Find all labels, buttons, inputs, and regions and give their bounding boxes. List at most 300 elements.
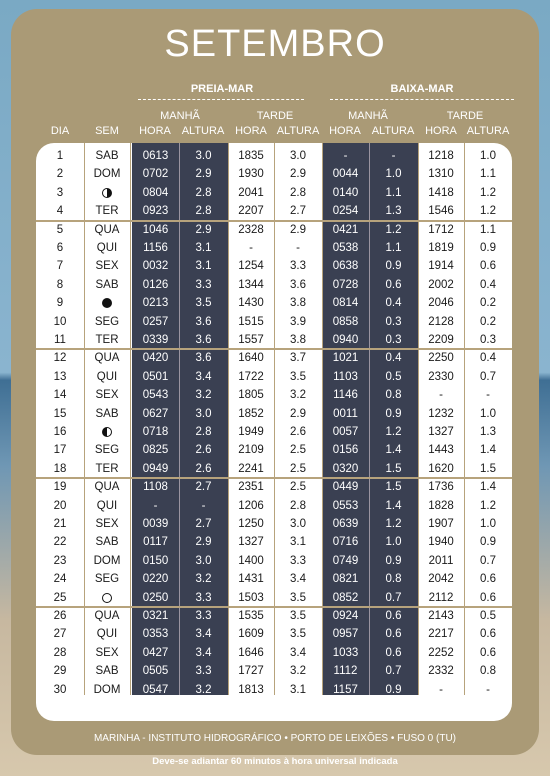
table-row — [36, 515, 512, 533]
cell-sem: QUI — [96, 628, 118, 641]
table-row — [36, 478, 512, 496]
table-row — [36, 368, 512, 386]
cell-bm-h: - — [343, 150, 348, 162]
cell-pt-h: 1206 — [238, 499, 264, 512]
cell-bm-h: 0057 — [332, 426, 359, 438]
cell-dia: 22 — [53, 536, 67, 549]
cell-bt-h: 2250 — [428, 352, 454, 365]
cell-bm-h: 0140 — [332, 186, 359, 199]
cell-bm-h: 0320 — [332, 462, 359, 475]
cell-bt-h: 1914 — [428, 260, 454, 273]
cell-pm-h: 0039 — [142, 518, 169, 530]
cell-dia: 29 — [53, 665, 67, 678]
cell-dia: 13 — [53, 370, 67, 383]
cell-bm-a: 1.5 — [385, 481, 402, 494]
cell-bm-a: 0.8 — [385, 573, 402, 586]
cell-pm-h: 0257 — [142, 315, 169, 328]
cell-dia: 17 — [53, 444, 67, 457]
cell-pt-a: 3.5 — [290, 370, 306, 383]
cell-bm-a: 0.9 — [385, 683, 402, 696]
cell-pt-a: 3.7 — [290, 352, 306, 365]
cell-sem: SAB — [95, 536, 119, 549]
cell-pm-h: 0339 — [142, 334, 169, 346]
cell-bm-h: 1021 — [332, 352, 359, 365]
cell-pt-a: 3.5 — [290, 591, 306, 604]
cell-bm-h: 0821 — [332, 573, 359, 586]
cell-sem: SEX — [95, 646, 119, 659]
footer-note: Deve-se adiantar 60 minutos à hora universal indicada — [152, 756, 398, 767]
cell-bm-a: 1.1 — [385, 242, 402, 254]
header-pm-manha: MANHÃ — [160, 110, 200, 122]
cell-pm-a: 3.3 — [195, 665, 212, 678]
cell-bm-h: 0924 — [332, 610, 359, 622]
cell-dia: 27 — [53, 628, 67, 641]
cell-bt-h: 2042 — [428, 573, 454, 586]
cell-dia: 25 — [53, 591, 67, 604]
cell-pm-h: 0427 — [142, 646, 169, 659]
table-row — [36, 662, 512, 680]
cell-bt-a: 0.5 — [480, 610, 496, 622]
cell-pt-a: 3.3 — [290, 260, 306, 273]
table-row — [36, 331, 512, 349]
cell-bm-a: 1.3 — [385, 205, 402, 218]
cell-dia: 12 — [53, 352, 67, 365]
cell-bt-a: 0.4 — [480, 352, 496, 365]
cell-pt-a: 3.5 — [290, 610, 306, 622]
cell-sem: QUI — [96, 370, 118, 383]
cell-pt-h: 2351 — [238, 481, 264, 494]
cell-bm-a: - — [391, 150, 396, 162]
cell-sem: SEG — [94, 444, 120, 457]
cell-pt-h: 1727 — [238, 665, 264, 678]
header-sem: SEM — [95, 125, 119, 137]
cell-bt-a: 0.7 — [480, 554, 496, 567]
full-moon-icon — [84, 589, 130, 607]
cell-pm-a: 3.6 — [195, 352, 212, 365]
cell-bt-h: 2046 — [428, 297, 454, 310]
cell-bm-h: 0728 — [332, 278, 359, 291]
table-row — [36, 184, 512, 202]
cell-bm-h: 0852 — [332, 591, 359, 604]
cell-sem: SAB — [95, 150, 119, 162]
cell-pt-h: 1835 — [238, 150, 264, 162]
header-pt-hora: HORA — [235, 125, 267, 137]
cell-pt-a: 3.6 — [290, 278, 306, 291]
cell-bt-h: 2217 — [428, 628, 454, 641]
cell-dia: 11 — [54, 334, 66, 346]
cell-pt-h: 2241 — [238, 462, 264, 475]
header-baixa-mar: BAIXA-MAR — [390, 83, 454, 95]
table-row — [36, 294, 512, 312]
cell-pt-h: 1535 — [238, 610, 264, 622]
cell-bt-h: 1232 — [428, 407, 454, 420]
cell-bm-h: 0011 — [333, 407, 358, 420]
cell-pm-a: - — [201, 499, 206, 512]
cell-bm-a: 0.6 — [385, 610, 402, 622]
cell-pm-a: 3.2 — [195, 573, 212, 586]
cell-pm-h: 0505 — [142, 665, 169, 678]
cell-pt-a: 3.4 — [290, 646, 306, 659]
cell-bt-h: 2252 — [428, 646, 454, 659]
cell-bt-a: 1.5 — [480, 462, 496, 475]
cell-dia: 23 — [53, 554, 67, 567]
cell-pm-h: 1156 — [143, 242, 168, 254]
cell-bm-a: 1.0 — [385, 168, 402, 181]
cell-bt-a: 0.2 — [480, 297, 496, 310]
cell-sem: QUI — [96, 242, 118, 254]
table-row — [36, 202, 512, 220]
cell-pm-a: 2.8 — [195, 205, 212, 218]
cell-pt-a: 3.2 — [290, 665, 306, 678]
first-quarter-moon-icon — [102, 427, 112, 437]
cell-pm-a: 3.3 — [195, 610, 212, 622]
cell-pm-h: 0613 — [142, 150, 169, 162]
cell-pt-h: 1557 — [238, 334, 264, 346]
cell-pt-a: 2.5 — [290, 481, 306, 494]
cell-pt-h: 1327 — [238, 536, 264, 549]
cell-bt-a: 1.1 — [480, 168, 496, 181]
cell-pm-a: 2.9 — [195, 168, 212, 181]
table-row — [36, 386, 512, 404]
cell-bt-h: 1736 — [428, 481, 454, 494]
cell-pm-h: - — [153, 499, 158, 512]
footer-source: MARINHA - INSTITUTO HIDROGRÁFICO • PORTO DE LEIXÕES • FUSO 0 (TU) — [93, 733, 457, 744]
cell-pt-h: 1254 — [238, 260, 264, 273]
cell-pt-a: 3.3 — [290, 554, 306, 567]
cell-bm-h: 0254 — [332, 205, 359, 218]
cell-sem: TER — [95, 462, 119, 475]
table-row — [36, 552, 512, 570]
cell-bm-a: 1.0 — [385, 536, 402, 549]
cell-pm-a: 3.5 — [195, 297, 212, 310]
table-row — [36, 349, 512, 367]
cell-pt-h: 1930 — [238, 168, 264, 181]
cell-bm-a: 0.9 — [385, 554, 402, 567]
cell-bt-a: - — [486, 683, 490, 696]
cell-pt-a: 3.5 — [290, 628, 306, 641]
cell-sem: DOM — [93, 554, 121, 567]
cell-dia: 4 — [56, 205, 64, 218]
cell-dia: 21 — [53, 518, 67, 530]
cell-dia: 20 — [53, 499, 67, 512]
cell-pt-h: 2207 — [238, 205, 264, 218]
tide-table — [36, 143, 512, 721]
cell-bt-a: 0.9 — [480, 536, 496, 549]
cell-bt-a: 1.4 — [480, 481, 496, 494]
table-row — [36, 276, 512, 294]
cell-bt-h: 2128 — [428, 315, 454, 328]
cell-pt-a: 2.8 — [290, 499, 306, 512]
cell-pm-h: 1108 — [143, 481, 168, 494]
cell-pt-a: 2.8 — [290, 186, 306, 199]
cell-bm-a: 0.9 — [385, 407, 402, 420]
cell-bt-h: 2011 — [428, 554, 454, 567]
table-row — [36, 239, 512, 257]
cell-pt-a: 3.2 — [290, 389, 306, 402]
cell-pm-a: 2.6 — [195, 444, 212, 457]
cell-pt-a: 3.1 — [290, 536, 306, 549]
cell-pm-h: 0220 — [142, 573, 169, 586]
cell-bt-h: 1940 — [428, 536, 454, 549]
cell-sem: DOM — [93, 683, 121, 696]
cell-pt-h: 1250 — [238, 518, 264, 530]
cell-bt-h: - — [439, 389, 443, 402]
cell-bm-h: 0638 — [332, 260, 359, 273]
table-row — [36, 533, 512, 551]
cell-bm-a: 0.5 — [385, 370, 402, 383]
cell-pt-h: 1400 — [238, 554, 264, 567]
header-bm-altura: ALTURA — [371, 125, 415, 137]
cell-pt-a: 3.8 — [290, 297, 306, 310]
cell-pt-h: 1722 — [238, 370, 264, 383]
cell-pt-h: 1430 — [238, 297, 264, 310]
last-quarter-moon-icon — [102, 188, 112, 198]
new-moon-icon — [102, 298, 112, 308]
cell-bm-h: 1112 — [333, 665, 358, 678]
cell-pm-h: 0321 — [142, 610, 169, 622]
cell-bt-a: 0.6 — [480, 646, 496, 659]
cell-pt-a: 2.6 — [290, 426, 306, 438]
cell-pt-h: 1431 — [238, 573, 264, 586]
table-row — [36, 644, 512, 662]
cell-bm-a: 0.6 — [385, 278, 402, 291]
cell-bt-a: 0.3 — [480, 334, 496, 346]
cell-bt-h: - — [439, 683, 443, 696]
cell-sem: TER — [95, 334, 119, 346]
cell-pm-a: 2.9 — [195, 536, 212, 549]
cell-pm-h: 0543 — [142, 389, 169, 402]
cell-sem: SAB — [95, 278, 119, 291]
cell-pm-a: 2.7 — [195, 481, 212, 494]
cell-bm-a: 0.6 — [385, 628, 402, 641]
cell-bm-h: 1033 — [332, 646, 359, 659]
cell-dia: 30 — [53, 683, 67, 696]
cell-dia: 3 — [56, 186, 64, 199]
cell-dia: 10 — [53, 315, 67, 328]
cell-sem: SEX — [95, 389, 119, 402]
header-pt-altura: ALTURA — [276, 125, 320, 137]
cell-bm-a: 0.4 — [385, 352, 402, 365]
cell-pt-a: 3.4 — [290, 573, 306, 586]
cell-pt-h: 2041 — [238, 186, 264, 199]
cell-pm-h: 0032 — [142, 260, 169, 273]
cell-bt-h: 2112 — [428, 591, 454, 604]
cell-pm-h: 0250 — [142, 591, 169, 604]
cell-pm-h: 0923 — [142, 205, 169, 218]
table-row — [36, 221, 512, 239]
new-moon-icon — [84, 294, 130, 312]
cell-dia: 9 — [56, 297, 64, 310]
cell-bm-h: 0940 — [332, 334, 359, 346]
cell-bt-h: 1828 — [428, 499, 454, 512]
table-row — [36, 570, 512, 588]
cell-bm-a: 0.8 — [385, 389, 402, 402]
cell-pm-a: 3.0 — [195, 150, 212, 162]
cell-dia: 1 — [56, 150, 64, 162]
cell-pm-h: 0353 — [142, 628, 169, 641]
cell-bm-h: 0749 — [332, 554, 359, 567]
cell-bt-a: 1.0 — [480, 150, 496, 162]
cell-dia: 19 — [53, 481, 67, 494]
cell-pm-a: 2.8 — [195, 186, 212, 199]
cell-bm-h: 0553 — [332, 499, 359, 512]
cell-bm-h: 0421 — [332, 223, 359, 236]
cell-pt-a: 3.0 — [290, 150, 306, 162]
cell-bt-h: 2002 — [428, 278, 454, 291]
cell-bm-a: 1.2 — [385, 223, 402, 236]
cell-sem: QUA — [94, 481, 120, 494]
cell-sem: QUI — [96, 499, 118, 512]
cell-pt-h: 1640 — [238, 352, 264, 365]
cell-bt-a: 0.6 — [480, 591, 496, 604]
cell-bt-a: 0.6 — [480, 260, 496, 273]
header-bm-manha: MANHÃ — [348, 110, 388, 122]
cell-pm-h: 0213 — [142, 297, 169, 310]
cell-dia: 5 — [56, 223, 64, 236]
cell-bt-a: 1.1 — [480, 223, 496, 236]
cell-pt-h: 2328 — [238, 223, 264, 236]
cell-bm-h: 0156 — [332, 444, 359, 457]
cell-pm-a: 3.2 — [195, 683, 212, 696]
table-row — [36, 460, 512, 478]
cell-pt-a: 2.5 — [290, 444, 306, 457]
cell-pm-a: 3.3 — [195, 591, 212, 604]
header-dia: DIA — [50, 125, 70, 137]
cell-bm-h: 1157 — [333, 683, 358, 696]
cell-bt-h: 1418 — [428, 186, 454, 199]
cell-sem: QUA — [94, 223, 120, 236]
cell-bt-h: 1712 — [428, 223, 454, 236]
cell-bt-a: 0.8 — [480, 665, 496, 678]
first-quarter-moon-icon — [84, 423, 130, 441]
cell-pm-h: 0547 — [142, 683, 169, 696]
cell-bm-a: 0.3 — [385, 334, 402, 346]
cell-pm-h: 0501 — [142, 370, 169, 383]
cell-pm-a: 2.7 — [195, 518, 212, 530]
cell-bt-a: 1.2 — [480, 205, 496, 218]
cell-pm-a: 2.9 — [195, 223, 212, 236]
cell-bm-h: 0538 — [332, 242, 359, 254]
cell-pm-h: 0627 — [142, 407, 169, 420]
cell-bt-h: 2209 — [428, 334, 454, 346]
cell-bm-a: 0.3 — [385, 315, 402, 328]
cell-pm-h: 0420 — [142, 352, 169, 365]
table-row — [36, 681, 512, 699]
cell-pt-h: 1805 — [238, 389, 264, 402]
cell-pm-h: 0949 — [142, 462, 169, 475]
cell-sem: SAB — [95, 407, 119, 420]
table-row — [36, 405, 512, 423]
cell-dia: 28 — [53, 646, 67, 659]
cell-bm-h: 0957 — [332, 628, 359, 641]
cell-pm-a: 3.4 — [195, 370, 212, 383]
cell-sem: TER — [95, 205, 119, 218]
cell-pt-a: 2.7 — [290, 205, 306, 218]
cell-bt-h: 1907 — [428, 518, 454, 530]
last-quarter-moon-icon — [84, 184, 130, 202]
header-bm-tarde: TARDE — [446, 110, 484, 122]
cell-bt-h: 2330 — [428, 370, 454, 383]
cell-bt-a: 1.2 — [480, 499, 496, 512]
header-preia-mar: PREIA-MAR — [190, 83, 254, 95]
table-row — [36, 423, 512, 441]
cell-sem: DOM — [93, 168, 121, 181]
cell-bt-h: 1546 — [428, 205, 454, 218]
cell-pt-h: 1852 — [238, 407, 264, 420]
header-pm-altura: ALTURA — [181, 125, 225, 137]
cell-bt-h: 1819 — [428, 242, 454, 254]
cell-dia: 26 — [53, 610, 67, 622]
cell-pt-a: 3.0 — [290, 518, 306, 530]
cell-bt-h: 1327 — [428, 426, 454, 438]
cell-pt-h: 2109 — [238, 444, 264, 457]
cell-pm-h: 0804 — [142, 186, 169, 199]
cell-dia: 15 — [53, 407, 67, 420]
cell-pt-a: 3.1 — [290, 683, 306, 696]
header-bt-hora: HORA — [425, 125, 457, 137]
cell-bt-h: 1443 — [428, 444, 454, 457]
table-row — [36, 441, 512, 459]
cell-pt-a: - — [296, 242, 300, 254]
full-moon-icon — [102, 593, 112, 603]
header-bm-hora: HORA — [329, 125, 361, 137]
cell-pt-h: 1949 — [238, 426, 264, 438]
cell-pm-a: 3.3 — [195, 278, 212, 291]
cell-pm-a: 3.2 — [195, 389, 212, 402]
cell-bt-a: 0.6 — [480, 628, 496, 641]
cell-dia: 8 — [56, 278, 64, 291]
cell-pm-h: 0718 — [142, 426, 169, 438]
cell-bt-h: 1310 — [428, 168, 454, 181]
cell-bm-h: 0858 — [332, 315, 359, 328]
cell-bt-h: 1620 — [428, 462, 454, 475]
cell-pm-h: 0702 — [142, 168, 169, 181]
header-pm-hora: HORA — [139, 125, 171, 137]
page-title: SETEMBRO — [164, 23, 386, 65]
header-bt-altura: ALTURA — [466, 125, 510, 137]
cell-dia: 14 — [53, 389, 67, 402]
cell-dia: 16 — [53, 426, 67, 438]
table-row — [36, 257, 512, 275]
cell-bm-a: 0.6 — [385, 646, 402, 659]
divider-baixa-mar — [330, 99, 514, 100]
cell-pm-a: 3.4 — [195, 646, 212, 659]
cell-bm-a: 1.1 — [385, 186, 402, 199]
cell-bt-a: 1.2 — [480, 186, 496, 199]
cell-sem: SEG — [94, 573, 120, 586]
cell-pt-h: 1646 — [238, 646, 264, 659]
cell-bt-a: 0.7 — [480, 370, 496, 383]
cell-bt-a: - — [486, 389, 490, 402]
cell-bm-h: 0449 — [332, 481, 359, 494]
divider-preia-mar — [138, 99, 304, 100]
cell-bm-a: 0.7 — [385, 665, 402, 678]
cell-pm-a: 2.6 — [195, 462, 212, 475]
cell-bm-h: 0639 — [332, 518, 359, 530]
cell-bm-a: 1.5 — [385, 462, 402, 475]
cell-dia: 18 — [53, 462, 67, 475]
cell-bm-a: 1.2 — [385, 426, 402, 438]
cell-pm-h: 1046 — [142, 223, 169, 236]
cell-sem: SAB — [95, 665, 119, 678]
cell-dia: 6 — [56, 242, 64, 254]
cell-pm-h: 0150 — [142, 554, 169, 567]
cell-bt-a: 0.6 — [480, 573, 496, 586]
cell-pm-h: 0126 — [142, 278, 169, 291]
cell-pt-h: 1515 — [238, 315, 264, 328]
table-row — [36, 313, 512, 331]
cell-bt-a: 0.4 — [480, 278, 496, 291]
